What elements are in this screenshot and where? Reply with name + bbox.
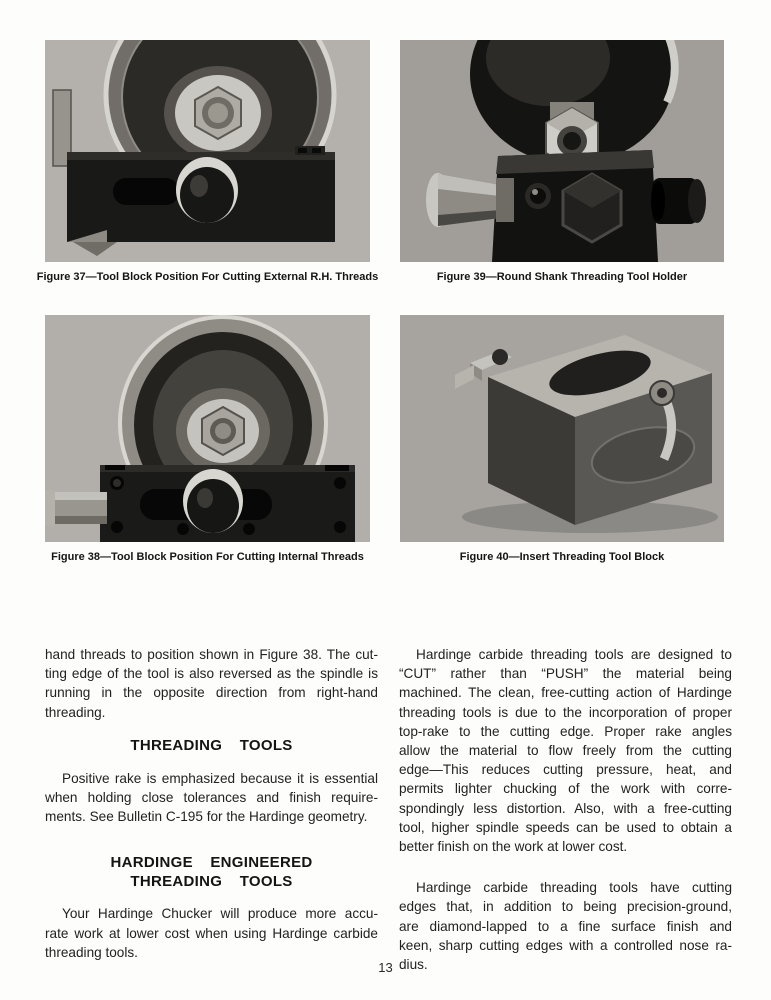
figure-37-photo [45,40,370,262]
hardinge-engineered-heading-line2: THREADING TOOLS [130,873,293,891]
tool-block-external-threads-photo [45,40,370,262]
left-paragraph-continuation: hand threads to position shown in Figure 38. The cut- ting edge of the tool is also reversed as the spindle is running in the opposite direction from right-hand threading. [45,647,378,720]
figure-38 [45,315,370,563]
hardinge-chucker-paragraph: Your Hardinge Chucker will produce more accu- rate work at lower cost when using Hardinge carbide threading tools. [45,906,378,960]
figure-39 [400,40,724,283]
figure-40 [400,315,724,563]
tool-block-internal-threads-photo [45,315,370,542]
figure-39-caption: Figure 39—Round Shank Threading Tool Holder [436,271,688,283]
threading-tools-heading: THREADING TOOLS [130,736,293,754]
cutting-edges-paragraph: Hardinge carbide threading tools have cutting edges that, in addition to being precision-ground, are diamond-lapped to a fine surface finish and keen, sharp cutting edges with a controlled nose ra- dius. [399,880,732,973]
insert-threading-tool-block-photo [400,315,724,542]
left-text-column [45,645,378,962]
hardinge-engineered-heading-line1: HARDINGE ENGINEERED [110,854,313,872]
figure-39-photo [400,40,724,262]
figure-40-caption: Figure 40—Insert Threading Tool Block [459,551,665,563]
positive-rake-paragraph: Positive rake is emphasized because it is essential when holding close tolerances and finish require- ments. See Bulletin C-195 for the Hardinge geometry. [45,770,378,825]
figure-40-photo [400,315,724,542]
round-shank-tool-holder-photo [400,40,724,262]
figure-37 [36,40,379,283]
figure-38-caption: Figure 38—Tool Block Position For Cutting Internal Threads [51,551,364,563]
hardinge-engineered-heading [45,853,378,891]
figure-37-caption: Figure 37—Tool Block Position For Cutting External R.H. Threads [36,271,379,283]
right-text-column [399,645,732,974]
carbide-tools-cut-paragraph: Hardinge carbide threading tools are designed to “CUT” rather than “PUSH” the material being machined. The clean, free-cutting action of Hardinge threading tools is due to the incorporation of proper top-rake to the cutting edge. Proper rake angles allow the material to flow freely from the cutting edge—This reduces cutting pressure, heat, and permits lighter chucking of the work with corre- spondingly less distortion. Also, with a free-cutting tool, higher spindle speeds can be used to obtain a better finish on the work at lower cost. [399,647,732,855]
page-number: 13 [378,960,393,975]
figure-38-photo [45,315,370,542]
